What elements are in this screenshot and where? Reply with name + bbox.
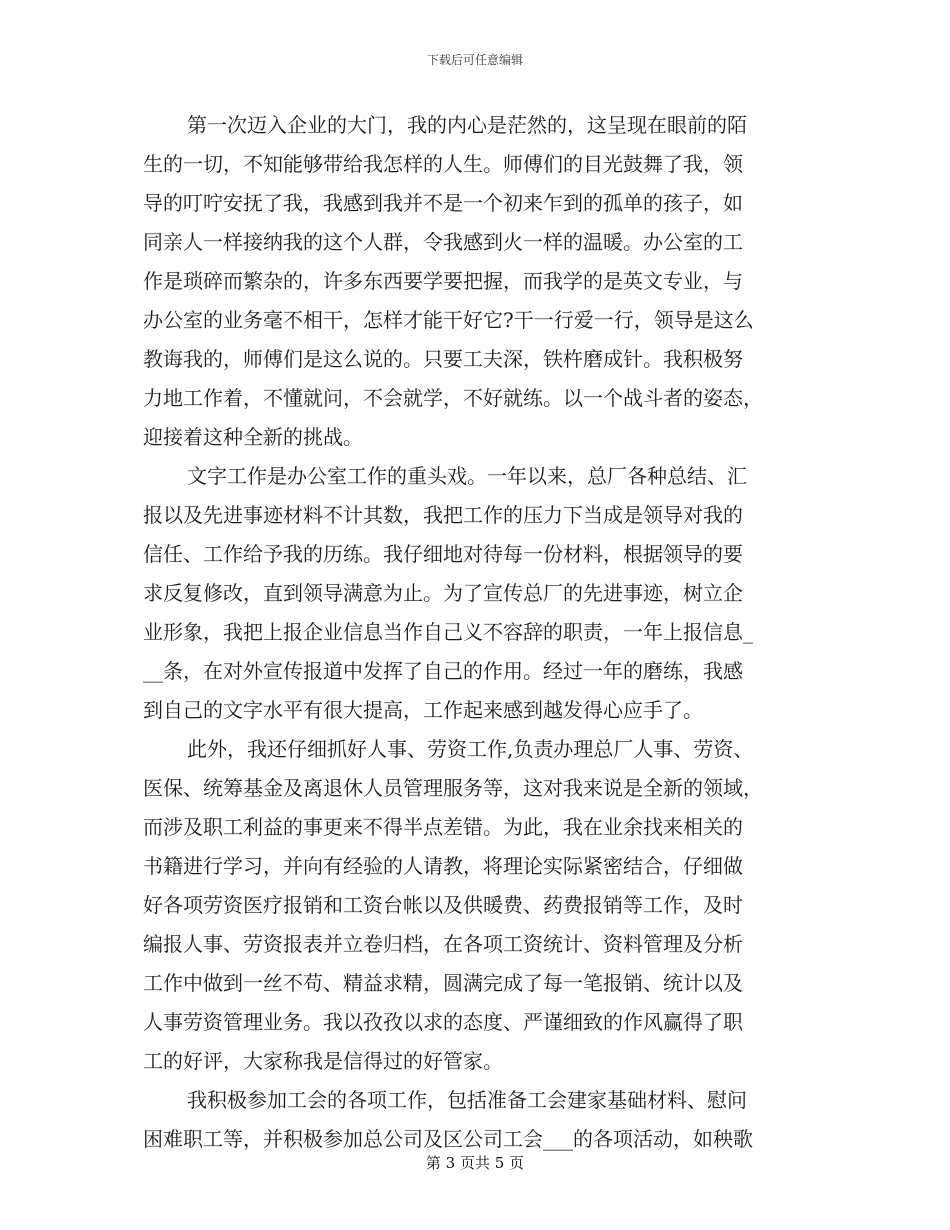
- document-body: [143, 106, 808, 1159]
- paragraph-line: __条，在对外宣传报道中发挥了自己的作用。经过一年的磨练，我感: [143, 659, 743, 683]
- paragraph-line: 而涉及职工利益的事更来不得半点差错。为此，我在业余找来相关的: [143, 815, 743, 839]
- paragraph-line: 第一次迈入企业的大门，我的内心是茫然的，这呈现在眼前的陌: [187, 113, 747, 137]
- page-header: 下载后可任意编辑: [426, 53, 523, 67]
- paragraph-line: 迎接着这种全新的挑战。: [143, 425, 363, 449]
- paragraph-line: 同亲人一样接纳我的这个人群，令我感到火一样的温暖。办公室的工: [143, 230, 743, 254]
- paragraph-line: 困难职工等，并积极参加总公司及区公司工会___的各项活动，如秧歌: [143, 1127, 753, 1151]
- paragraph-line: 信任、工作给予我的历练。我仔细地对待每一份材料，根据领导的要: [143, 542, 743, 566]
- paragraph-line: 人事劳资管理业务。我以孜孜以求的态度、严谨细致的作风赢得了职: [143, 1010, 743, 1034]
- paragraph-line: 报以及先进事迹材料不计其数，我把工作的压力下当成是领导对我的: [143, 503, 743, 527]
- paragraph-line: 工作中做到一丝不苟、精益求精，圆满完成了每一笔报销、统计以及: [143, 971, 743, 995]
- paragraph-line: 好各项劳资医疗报销和工资台帐以及供暖费、药费报销等工作，及时: [143, 893, 743, 917]
- page-number: 第 3 页共 5 页: [425, 1154, 525, 1172]
- paragraph-line: 求反复修改，直到领导满意为止。为了宣传总厂的先进事迹，树立企: [143, 581, 743, 605]
- paragraph-line: 办公室的业务毫不相干，怎样才能干好它?干一行爱一行，领导是这么: [143, 308, 754, 332]
- paragraph-line: 我积极参加工会的各项工作，包括准备工会建家基础材料、慰问: [187, 1088, 747, 1112]
- paragraph-line: 此外，我还仔细抓好人事、劳资工作,负责办理总厂人事、劳资、: [187, 737, 754, 761]
- paragraph-line: 力地工作着，不懂就问，不会就学，不好就练。以一个战斗者的姿态，: [143, 386, 763, 410]
- paragraph-line: 生的一切，不知能够带给我怎样的人生。师傅们的目光鼓舞了我，领: [143, 152, 743, 176]
- paragraph-line: 作是琐碎而繁杂的，许多东西要学要把握，而我学的是英文专业，与: [143, 269, 743, 293]
- paragraph-line: 编报人事、劳资报表并立卷归档，在各项工资统计、资料管理及分析: [143, 932, 743, 956]
- paragraph-line: 工的好评，大家称我是信得过的好管家。: [143, 1049, 503, 1073]
- paragraph-line: 业形象，我把上报企业信息当作自己义不容辞的职责，一年上报信息_: [143, 620, 753, 644]
- paragraph-line: 医保、统筹基金及离退休人员管理服务等，这对我来说是全新的领域，: [143, 776, 763, 800]
- paragraph-line: 书籍进行学习，并向有经验的人请教，将理论实际紧密结合，仔细做: [143, 854, 743, 878]
- paragraph-line: 文字工作是办公室工作的重头戏。一年以来，总厂各种总结、汇: [187, 464, 747, 488]
- paragraph-line: 教诲我的，师傅们是这么说的。只要工夫深，铁杵磨成针。我积极努: [143, 347, 743, 371]
- paragraph-line: 到自己的文字水平有很大提高，工作起来感到越发得心应手了。: [143, 698, 703, 722]
- paragraph-line: 导的叮咛安抚了我，我感到我并不是一个初来乍到的孤单的孩子，如: [143, 191, 743, 215]
